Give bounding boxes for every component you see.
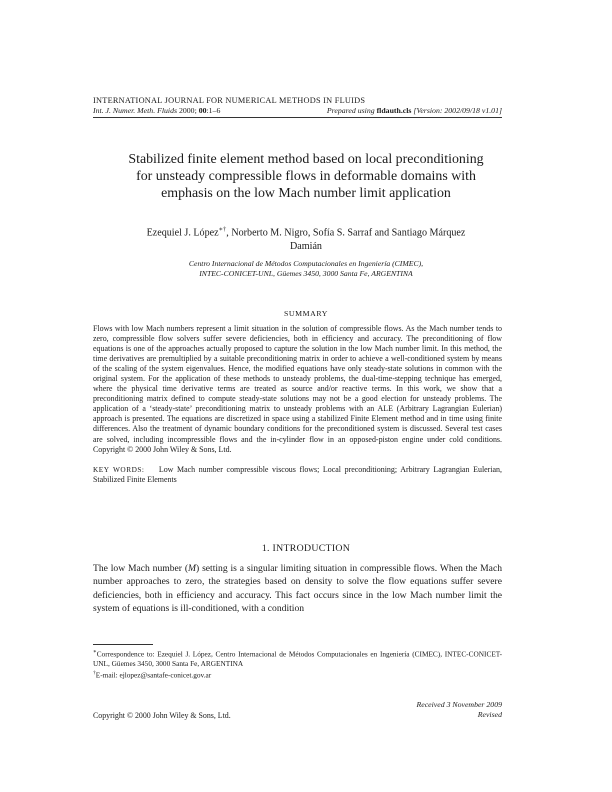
mach-symbol: M xyxy=(188,563,197,574)
email-footnote: E-mail: ejlopez@santafe-conicet.gov.ar xyxy=(95,670,212,680)
journal-name: INTERNATIONAL JOURNAL FOR NUMERICAL METHODS IN FLUIDS xyxy=(93,96,366,105)
received-date: Received 3 November 2009 xyxy=(416,700,502,709)
affiliation-line: INTEC-CONICET-UNL, Güemes 3450, 3000 Santa Fe, ARGENTINA xyxy=(199,269,413,278)
section-number: 1. xyxy=(261,543,270,554)
received-dates xyxy=(300,700,502,720)
citation-pages: :1–6 xyxy=(206,106,221,115)
keywords xyxy=(93,465,502,485)
intro-paragraph xyxy=(93,562,502,615)
prepared-version: [Version: 2002/09/18 v1.01] xyxy=(411,106,502,115)
title-line: Stabilized finite element method based on local preconditioning xyxy=(128,152,484,167)
abstract-text: Flows with low Mach numbers represent a limit situation in the solution of compressible flows. As the Mach number tends to zero, compressible flow solvers suffer severe deficiencies, both in efficiency and accuracy. The preconditioning of flow equations is one of the approaches actually proposed to capture the solution in the low Mach number limit. In this method, the time derivatives are premultiplied by a suitable preconditioning matrix in order to achieve a well-conditioned system by means of the scaling of the system eigenvalues. Hence, the modified equations have only steady-state solutions in common with the original system. For the application of these methods to unsteady problems, the dual-time-stepping technique has emerged, where the physical time derivative terms are treated as source and/or reactive terms. In this work, we show that a preconditioning matrix defined to compute steady-state solutions may not be a good election for unsteady problems. The application of a ‘steady-state’ preconditioning matrix to unsteady problems with an ALE (Arbitrary Lagrangian Eulerian) approach is presented. The equations are discretized in space using a stabilized Finite Element method and in time using finite differences. Also the treatment of dynamic boundary conditions for the preconditioned system is discussed. Several test cases are solved, including incompressible flows and the in-cylinder flow in an opposed-piston engine under cold conditions. Copyright © 2000 John Wiley & Sons, Ltd. xyxy=(93,324,502,454)
section-title: INTRODUCTION xyxy=(272,543,351,554)
email-mark: † xyxy=(93,669,96,676)
keywords-label: KEY WORDS: xyxy=(93,465,145,474)
citation-volume: 00 xyxy=(198,106,207,115)
correspondence-footnote: Correspondence to: Ezequiel J. López, Centro Internacional de Métodos Computacionales en Ingeniería (CIMEC), INTEC-CONICET-UNL, Güemes 3450, 3000 Santa Fe, ARGENTINA xyxy=(93,649,502,669)
citation-line xyxy=(93,106,502,115)
section-heading xyxy=(93,543,519,554)
author-rest: , Norberto M. Nigro, Sofía S. Sarraf and Santiago Márquez xyxy=(226,227,466,239)
title-line: emphasis on the low Mach number limit application xyxy=(161,185,451,201)
paper-title xyxy=(93,152,519,202)
author-first: Ezequiel J. López xyxy=(146,227,219,239)
prepared-prefix: Prepared using xyxy=(326,106,377,115)
header-rule xyxy=(93,117,502,118)
footnote-rule xyxy=(93,644,153,645)
prepared-using xyxy=(327,106,502,115)
author-continued: Damián xyxy=(290,240,322,252)
correspondence-mark: ∗ xyxy=(93,649,97,655)
affiliation-line: Centro Internacional de Métodos Computacionales en Ingeniería (CIMEC), xyxy=(188,259,424,268)
keywords-text: Low Mach number compressible viscous flows; Local preconditioning; Arbitrary Lagrangian Eulerian, Stabilized Finite Elements xyxy=(93,465,502,485)
title-line: for unsteady compressible flows in deformable domains with xyxy=(136,168,476,184)
footer-copyright: Copyright © 2000 John Wiley & Sons, Ltd. xyxy=(93,711,231,720)
author-marks: ∗† xyxy=(218,226,227,233)
summary-heading: SUMMARY xyxy=(283,309,329,318)
author-list xyxy=(93,223,519,253)
citation-prefix: Int. J. Numer. Meth. Fluids xyxy=(93,106,178,115)
footnotes xyxy=(93,648,502,680)
intro-text-rest: ) setting is a singular limiting situation in compressible flows. When the Mach number approaches to zero, the strategies based on density to solve the flow equations suffer severe deficiencies, both in efficiency and accuracy. This fact occurs since in the low Mach number limit the system of equations is ill-conditioned, with a condition xyxy=(93,563,502,614)
citation-year: 2000; xyxy=(177,106,199,115)
prepared-class: fldauth.cls xyxy=(376,106,412,115)
intro-text-start: The low Mach number ( xyxy=(93,563,189,574)
affiliation xyxy=(93,259,519,279)
revised-date: Revised xyxy=(477,710,502,719)
